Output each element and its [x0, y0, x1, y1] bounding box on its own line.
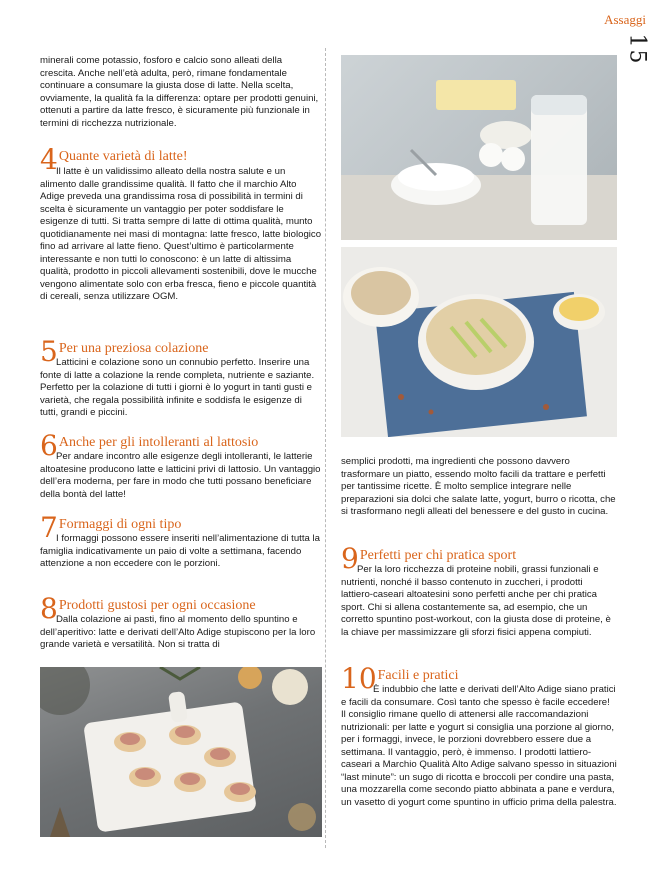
column-divider — [325, 48, 326, 848]
section-title: Facili e pratici — [377, 668, 459, 683]
section-title: Per una preziosa colazione — [58, 341, 209, 356]
section-8-text: Dalla colazione ai pasti, fino al momento dello spuntino e dell’aperitivo: latte e derivati dell’Alto Adige stupiscono per la loro grande varietà e versatilità. Non si tratta di — [40, 614, 316, 651]
section-9-text: Per la loro ricchezza di proteine nobili, grassi funzionali e nutrienti, nonché il basso contenuto in zuccheri, i prodotti lattiero-caseari altoatesini sono perfetti anche per chi pratica sport. Chi si allena costantemente sa, ad esempio, che un corretto spuntino post-workout, con la giusta dose di proteine, è la chiave per massimizzare gli sforzi fisici appena compiuti. — [341, 564, 611, 638]
muesli-bowl-photo — [341, 247, 617, 437]
section-title: Anche per gli intolleranti al lattosio — [58, 435, 259, 450]
section-number: 8 — [40, 592, 58, 625]
section-title: Formaggi di ogni tipo — [58, 517, 182, 532]
section-4-text: Il latte è un validissimo alleato della nostra salute e un alimento dalle grandissime qualità. Il fatto che il marchio Alto Adige preveda una grandissima rosa di possibilità in termini di scelta è sicuramente un vantaggio per poter soddisfare le esigenze di tutti. Si tratta sempre di latte di ottima qualità, munto quotidianamente nei masi di montagna: latte fresco, latte biologico fino ad arrivare al latte fieno. Quest’ultimo è particolarmente interessante e non tutti lo conoscono: è un latte di altissima qualità, prodotto in piccoli allevamenti sostenibili, dove le mucche vengono alimentate solo con erba fresca, fieno e piccole quantità di cereali, senza utilizzare OGM. — [40, 166, 322, 303]
section-title: Perfetti per chi pratica sport — [359, 548, 517, 563]
section-7-text: I formaggi possono essere inseriti nell’alimentazione di tutta la famiglia indicativamente un paio di volte a settimana, facendo attenzione a non eccedere con le porzioni. — [40, 533, 320, 570]
crackers-board-illustration — [40, 667, 322, 837]
milk-yogurt-photo — [341, 55, 617, 240]
intro-paragraph: minerali come potassio, fosforo e calcio sono alleati della crescita. Anche nell’età adulta, però, rimane fondamentale continuare a consumare la giusta dose di latte. Nella scelta, ovviamente, la qualità fa la differenza: optare per prodotti genuini, ottenuti a partire da latte fresco, è sicuramente più funzionale in termini di ricchezza nutrizionale. — [40, 55, 319, 129]
section-number: 5 — [40, 335, 58, 368]
section-title: Quante varietà di latte! — [58, 149, 188, 164]
section-number: 4 — [40, 143, 58, 176]
section-title: Prodotti gustosi per ogni occasione — [58, 598, 256, 613]
section-number: 7 — [40, 511, 58, 544]
continuation-paragraph: semplici prodotti, ma ingredienti che possono davvero trasformare un piatto, essendo molto facili da trattare e perfetti per tantissime ricette. È molto semplice integrare nelle preparazioni sia dolci che salate latte, yogurt, burro o ricotta, che si trasformano negli alleati del benessere e del gusto in cucina. — [341, 456, 616, 518]
page-number: 15 — [624, 33, 650, 66]
section-6-text: Per andare incontro alle esigenze degli intolleranti, le latterie altoatesine producono latte e latticini privi di lattosio. Un vantaggio dell’era moderna, per fare in modo che tutti possano beneficiare della bontà del latte! — [40, 451, 321, 500]
section-number: 9 — [341, 542, 359, 575]
section-number: 10 — [341, 662, 377, 695]
section-label: Assaggi — [604, 12, 646, 27]
muesli-bowl-illustration — [341, 247, 617, 437]
section-5-text: Latticini e colazione sono un connubio perfetto. Inserire una fonte di latte a colazione la rende completa, nutriente e saziante. Perfetto per la colazione di tutti i giorni è lo yogurt in tanti gusti e varietà, che regala possibilità infinite e soddisfa le esigenze di tutti, grandi e piccini. — [40, 357, 315, 419]
section-10-text: È indubbio che latte e derivati dell’Alto Adige siano pratici e facili da consumare. Così tanto che spesso è facile eccedere! Il consiglio rimane quello di attenersi alle raccomandazioni nutrizionali: per latte e yogurt si consiglia una porzione al giorno, per i formaggi, invece, le porzioni dovrebbero essere due a settimana. Il vantaggio, però, è immenso. I prodotti lattiero-caseari a Marchio Qualità Alto Adige salvano spesso in situazioni “last minute”: un sugo di ricotta e broccoli per condire una pasta, una mozzarella come secondo piatto abbinata a pane e verdura, un vasetto di yogurt come spuntino in ufficio prima della palestra. — [341, 684, 617, 808]
crackers-board-photo — [40, 667, 322, 837]
milk-yogurt-illustration — [341, 55, 617, 240]
section-number: 6 — [40, 429, 58, 462]
